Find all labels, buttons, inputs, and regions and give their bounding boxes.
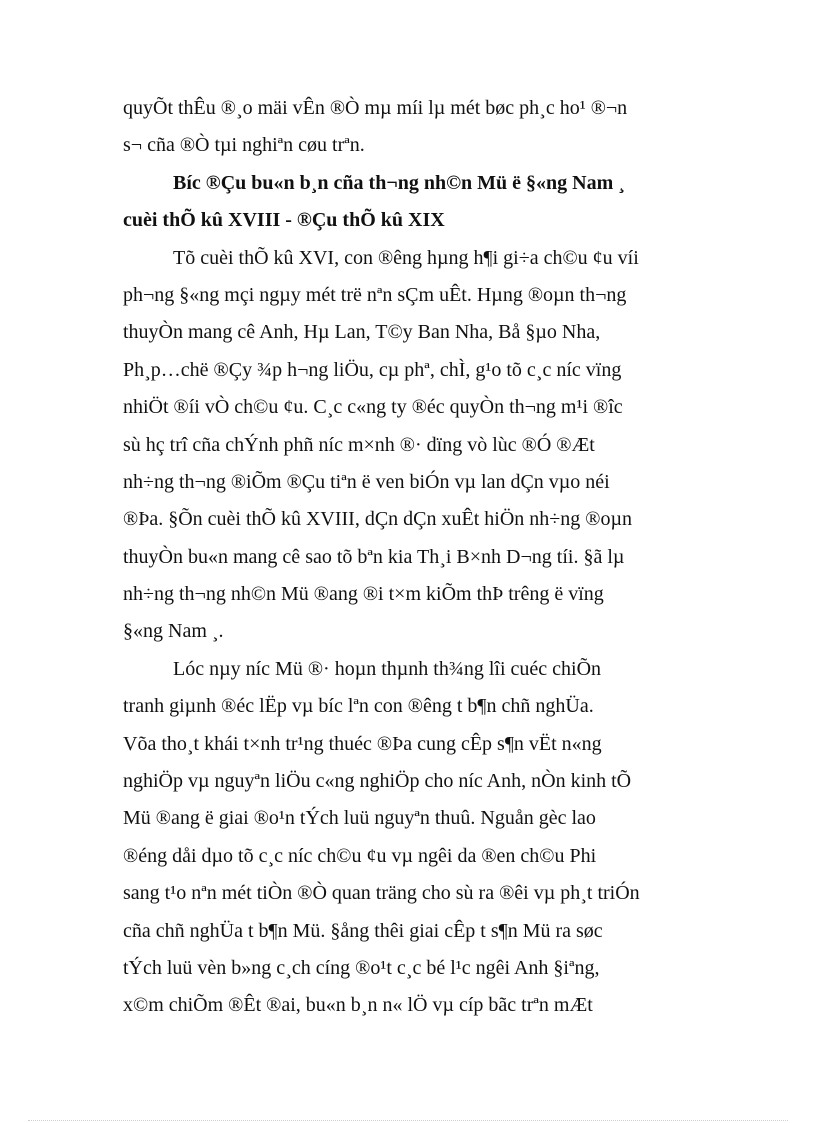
- body-text-line: nh÷ng th¬ng ®iÕm ®Çu tiªn ë ven biÓn vµ lan dÇn vµo néi: [123, 470, 610, 493]
- body-text-line: Ph¸p…chë ®Çy ¾p h¬ng liÖu, cµ phª, chÌ, g¹o tõ c¸c níc vïng: [123, 358, 622, 381]
- body-text-line: tÝch luü vèn b»ng c¸ch cíng ®o¹t c¸c bé l¹c ngêi Anh §iªng,: [123, 956, 600, 979]
- body-text-line: nhiÖt ®íi vÒ ch©u ¢u. C¸c c«ng ty ®éc quyÒn th¬ng m¹i ®îc: [123, 396, 623, 419]
- body-text-line: s¬ cña ®Ò tµi nghiªn cøu trªn.: [123, 134, 365, 157]
- body-text-line: Lóc nµy níc Mü ®· hoµn thµnh th¾ng lîi cuéc chiÕn: [173, 657, 602, 680]
- body-text-line: nghiÖp vµ nguyªn liÖu c«ng nghiÖp cho níc Anh, nÒn kinh tÕ: [123, 770, 632, 793]
- body-text-line: thuyÒn bu«n mang cê sao tõ bªn kia Th¸i B×nh D¬ng tíi. §ã lµ: [123, 545, 625, 568]
- body-text-line: ®Þa. §Õn cuèi thÕ kû XVIII, dÇn dÇn xuÊt hiÖn nh÷ng ®oµn: [123, 508, 632, 531]
- section-heading-line: cuèi thÕ kû XVIII - ®Çu thÕ kû XIX: [123, 209, 445, 232]
- body-text-line: cña chñ nghÜa t b¶n Mü. §ång thêi giai cÊp t s¶n Mü ra søc: [123, 919, 603, 942]
- body-text-line: §«ng Nam ¸.: [123, 620, 224, 643]
- document-body: [123, 90, 703, 1025]
- body-text-line: x©m chiÕm ®Êt ®ai, bu«n b¸n n« lÖ vµ cíp bãc trªn mÆt: [123, 994, 593, 1017]
- body-text-line: Võa tho¸t khái t×nh tr¹ng thuéc ®Þa cung cÊp s¶n vËt n«ng: [123, 732, 602, 755]
- page-bottom-divider: [28, 1120, 788, 1121]
- body-text-line: ®éng dåi dµo tõ c¸c níc ch©u ¢u vµ ngêi da ®en ch©u Phi: [123, 844, 597, 867]
- body-text-line: sang t¹o nªn mét tiÒn ®Ò quan träng cho sù ra ®êi vµ ph¸t triÓn: [123, 882, 640, 905]
- body-text-line: ph¬ng §«ng mçi ngµy mét trë nªn sÇm uÊt. Hµng ®oµn th¬ng: [123, 283, 627, 306]
- body-text-line: thuyÒn mang cê Anh, Hµ Lan, T©y Ban Nha, Bå §µo Nha,: [123, 321, 601, 344]
- body-text-line: Mü ®ang ë giai ®o¹n tÝch luü nguyªn thuû. Nguån gèc lao: [123, 807, 596, 830]
- body-text-line: quyÕt thÊu ®¸o mäi vÊn ®Ò mµ míi lµ mét bøc ph¸c ho¹ ®¬n: [123, 97, 628, 119]
- body-text-line: nh÷ng th¬ng nh©n Mü ®ang ®i t×m kiÕm thÞ trêng ë vïng: [123, 583, 604, 606]
- section-heading-line: Bíc ®Çu bu«n b¸n cña th¬ng nh©n Mü ë §«ng Nam ¸: [173, 171, 625, 194]
- body-text-line: Tõ cuèi thÕ kû XVI, con ®êng hµng h¶i gi÷a ch©u ¢u víi: [173, 246, 639, 269]
- body-text-line: sù hç trî cña chÝnh phñ níc m×nh ®· dïng vò lùc ®Ó ®Æt: [123, 433, 595, 456]
- body-text-line: tranh giµnh ®éc lËp vµ bíc lªn con ®êng t b¶n chñ nghÜa.: [123, 695, 594, 718]
